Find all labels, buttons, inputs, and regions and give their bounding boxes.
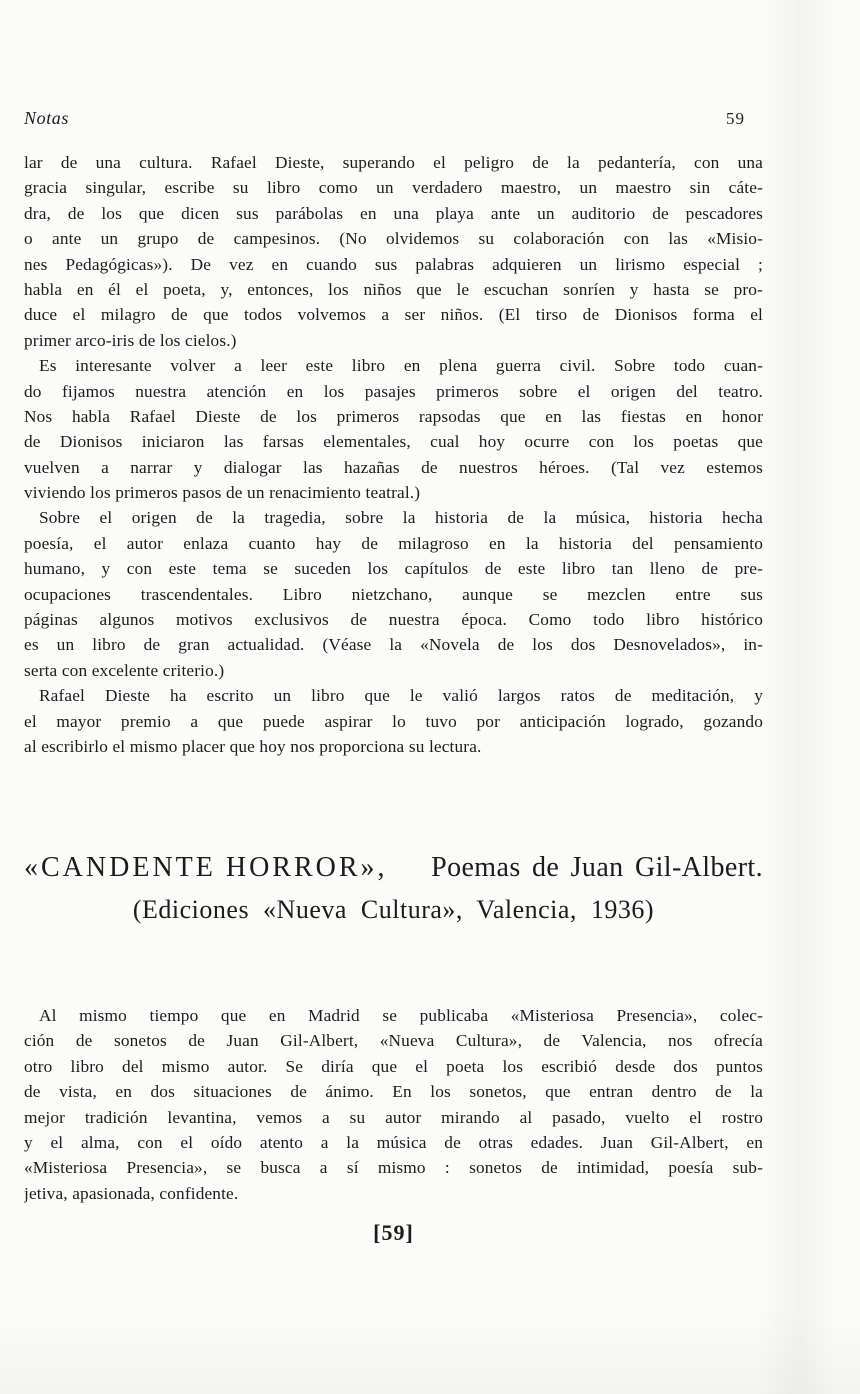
- text-line: es un libro de gran actualidad. (Véase la «Novela de los dos Desnovelados», in-: [24, 635, 763, 655]
- text-line: «Misteriosa Presencia», se busca a sí mismo : sonetos de intimidad, poesía sub-: [24, 1158, 763, 1178]
- text-line: do fijamos nuestra atención en los pasajes primeros sobre el origen del teatro.: [24, 381, 763, 401]
- text-line: poesía, el autor enlaza cuanto hay de milagroso en la historia del pensamiento: [24, 533, 763, 553]
- text-line: ción de sonetos de Juan Gil-Albert, «Nueva Cultura», de Valencia, nos ofrecía: [24, 1031, 763, 1051]
- text-line: dra, de los que dicen sus parábolas en una playa ante un auditorio de pescadores: [24, 203, 763, 223]
- text-line: al escribirlo el mismo placer que hoy nos proporciona su lectura.: [24, 736, 482, 756]
- book-subtitle: Poemas de Juan Gil-Albert.: [431, 852, 763, 883]
- review-rafael-dieste-text: [24, 150, 763, 759]
- text-line: Sobre el origen de la tragedia, sobre la historia de la música, historia hecha: [39, 508, 763, 528]
- text-line: vuelven a narrar y dialogar las hazañas de nuestros héroes. (Tal vez estemos: [24, 457, 763, 477]
- review-heading-line1: [24, 850, 763, 886]
- text-line: duce el milagro de que todos volvemos a ser niños. (El tirso de Dionisos forma el: [24, 305, 763, 325]
- text-line: mejor tradición levantina, vemos a su autor mirando al pasado, vuelto el rostro: [24, 1107, 763, 1127]
- text-line: páginas algunos motivos exclusivos de nuestra época. Como todo libro histórico: [24, 610, 763, 630]
- page-number-bottom: [59]: [373, 1220, 414, 1245]
- text-line: otro libro del mismo autor. Se diría que el poeta los escribió desde dos puntos: [24, 1056, 763, 1076]
- text-line: y el alma, con el oído atento a la música de otras edades. Juan Gil-Albert, en: [24, 1132, 763, 1152]
- text-line: Nos habla Rafael Dieste de los primeros rapsodas que en las fiestas en honor: [24, 406, 763, 426]
- text-line: o ante un grupo de campesinos. (No olvidemos su colaboración con las «Misio-: [24, 229, 763, 249]
- text-line: nes Pedagógicas»). De vez en cuando sus palabras adquieren un lirismo especial ;: [24, 254, 763, 274]
- text-line: Al mismo tiempo que en Madrid se publicaba «Misteriosa Presencia», colec-: [39, 1006, 763, 1025]
- text-line: Es interesante volver a leer este libro en plena guerra civil. Sobre todo cuan-: [39, 356, 763, 376]
- text-line: lar de una cultura. Rafael Dieste, superando el peligro de la pedantería, con una: [24, 153, 763, 172]
- running-title: Notas: [24, 108, 70, 128]
- text-line: viviendo los primeros pasos de un renacimiento teatral.): [24, 483, 421, 503]
- review-heading: [24, 850, 763, 927]
- text-line: de vista, en dos situaciones de ánimo. En los sonetos, que entran dentro de la: [24, 1082, 763, 1102]
- text-line: ocupaciones trascendentales. Libro nietzchano, aunque se mezclen entre sus: [24, 584, 763, 604]
- text-line: serta con excelente criterio.): [24, 660, 225, 680]
- text-line: jetiva, apasionada, confidente.: [24, 1183, 239, 1203]
- text-line: humano, y con este tema se suceden los capítulos de este libro tan lleno de pre-: [24, 559, 763, 579]
- text-line: el mayor premio a que puede aspirar lo tuvo por anticipación logrado, gozando: [24, 711, 763, 731]
- book-title: «CANDENTE HORROR»,: [24, 852, 388, 883]
- imprint-line: (Ediciones «Nueva Cultura», Valencia, 1936): [132, 895, 655, 924]
- review-gil-albert-text: [24, 1003, 763, 1206]
- text-line: Rafael Dieste ha escrito un libro que le valió largos ratos de meditación, y: [39, 686, 763, 706]
- page-number-top: 59: [726, 109, 745, 128]
- text-line: primer arco-iris de los cielos.): [24, 330, 237, 350]
- text-line: habla en él el poeta, y, entonces, los niños que le escuchan sonríen y hasta se pro-: [24, 279, 763, 299]
- page-header: [24, 108, 763, 129]
- text-line: gracia singular, escribe su libro como un verdadero maestro, un maestro sin cáte-: [24, 178, 763, 198]
- text-line: de Dionisos iniciaron las farsas elementales, cual hoy ocurre con los poetas que: [24, 432, 763, 452]
